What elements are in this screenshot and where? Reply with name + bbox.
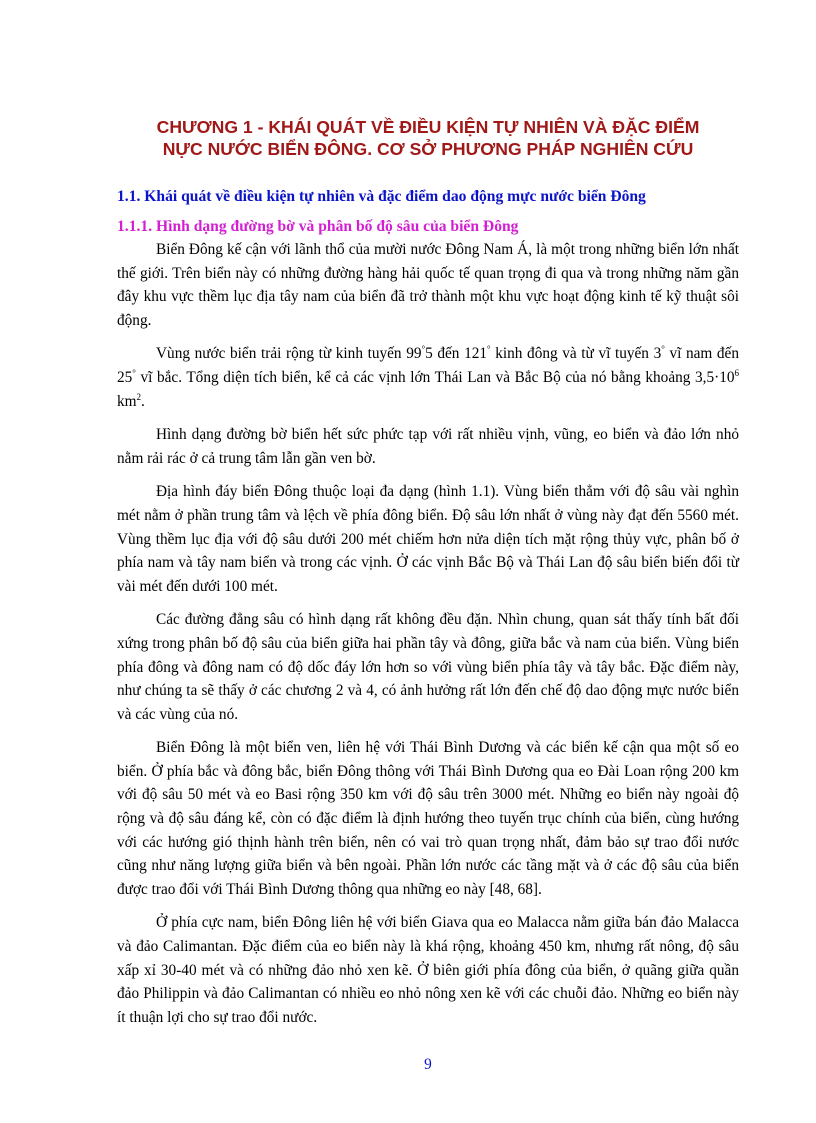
p2-part-e: vĩ bắc. Tổng diện tích biển, kể cả các vịnh lớn Thái Lan và Bắc Bộ của nó bằng khoảng 3,5·10: [135, 368, 735, 386]
km-exponent: 2: [136, 391, 142, 402]
exponent: 6: [734, 367, 739, 378]
paragraph-6: Biển Đông là một biển ven, liên hệ với Thái Bình Dương và các biển kế cận qua một số eo biển. Ở phía bắc và đông bắc, biển Đông thông với Thái Bình Dương qua eo Đài Loan rộng 200 km với độ sâu 50 mét và eo Basi rộng 350 km với độ sâu trên 3000 mét. Những eo biển này ngoài độ rộng và độ sâu đáng kể, còn có đặc điểm là định hướng theo tuyến trục chính của biển, cùng hướng với các hướng gió thịnh hành trên biển, nên có vai trò quan trọng nhất, đảm bảo sự trao đổi nước cũng như năng lượng giữa biển và bên ngoài. Phần lớn nước các tầng mặt và ở các độ sâu của biển được trao đổi với Thái Bình Dương thông qua những eo này [48, 68].: [117, 739, 739, 898]
p2-part-b: 5 đến 121: [425, 345, 488, 363]
section-heading: 1.1. Khái quát về điều kiện tự nhiên và đặc điểm dao động mực nước biển Đông: [117, 188, 646, 205]
degree-mark: °: [661, 344, 665, 355]
paragraph-7: Ở phía cực nam, biển Đông liên hệ với biển Giava qua eo Malacca nằm giữa bán đảo Malacca và đảo Calimantan. Đặc điểm của eo biển này là khá rộng, khoảng 450 km, nhưng rất nông, độ sâu xấp xỉ 30-40 mét và có những đảo nhỏ xen kẽ. Ở biên giới phía đông của biển, ở quãng giữa quần đảo Philippin và đảo Calimantan có nhiều eo nhỏ nông xen kẽ với các chuỗi đảo. Những eo biển này ít thuận lợi cho sự trao đổi nước.: [117, 914, 739, 1026]
degree-mark: °: [421, 344, 426, 355]
p2-part-c: kinh đông và từ vĩ tuyến 3: [490, 345, 662, 363]
paragraph-1: Biển Đông kế cận với lãnh thổ của mười nước Đông Nam Á, là một trong những biển lớn nhất thế giới. Trên biển này có những đường hàng hải quốc tế quan trọng đi qua và trong những năm gần đây khu vực thềm lục địa tây nam của biển đã trở thành một khu vực hoạt động kinh tế kỹ thuật sôi động.: [117, 241, 739, 329]
chapter-title-line-2: NỰC NƯỚC BIỂN ĐÔNG. CƠ SỞ PHƯƠNG PHÁP NGHIÊN CỨU: [162, 139, 694, 159]
p2-part-g: .: [141, 392, 145, 410]
body-text: [117, 238, 739, 1039]
page-number: 9: [424, 1056, 432, 1073]
p2-part-f: km: [117, 392, 137, 410]
chapter-title: [117, 116, 739, 160]
paragraph-3: Hình dạng đường bờ biển hết sức phức tạp với rất nhiều vịnh, vũng, eo biển và đảo lớn nhỏ nằm rải rác ở cả trung tâm lẫn gần ven bờ.: [117, 426, 739, 467]
chapter-title-line-1: CHƯƠNG 1 - KHÁI QUÁT VỀ ĐIỀU KIỆN TỰ NHIÊN VÀ ĐẶC ĐIỂM: [156, 117, 700, 137]
paragraph-5: Các đường đẳng sâu có hình dạng rất không đều đặn. Nhìn chung, quan sát thấy tính bất đối xứng trong phân bố độ sâu của biển giữa hai phần tây và đông, giữa bắc và nam của biển. Vùng biển phía đông và đông nam có độ dốc đáy lớn hơn so với vùng biển phía tây và tây bắc. Đặc điểm này, như chúng ta sẽ thấy ở các chương 2 và 4, có ảnh hưởng rất lớn đến chế độ dao động mực nước biển và các vùng của nó.: [117, 611, 739, 723]
paragraph-4: Địa hình đáy biển Đông thuộc loại đa dạng (hình 1.1). Vùng biển thẳm với độ sâu vài nghìn mét nằm ở phần trung tâm và lệch về phía đông biển. Độ sâu lớn nhất ở vùng này đạt đến 5560 mét. Vùng thềm lục địa với độ sâu dưới 200 mét chiếm hơn nửa diện tích mặt rộng thủy vực, phân bố ở phía nam và tây nam biển và trong các vịnh. Ở các vịnh Bắc Bộ và Thái Lan độ sâu biển biến đổi từ vài mét đến dưới 100 mét.: [117, 483, 739, 595]
p2-part-d: vĩ nam đến 25: [117, 345, 739, 386]
degree-mark: °: [487, 344, 491, 355]
subsection-heading: 1.1.1. Hình dạng đường bờ và phân bố độ sâu của biển Đông: [117, 218, 519, 235]
paragraph-2: [117, 342, 739, 413]
degree-mark: °: [132, 367, 136, 378]
p2-part-a: Vùng nước biển trải rộng từ kinh tuyến 99: [156, 345, 422, 363]
